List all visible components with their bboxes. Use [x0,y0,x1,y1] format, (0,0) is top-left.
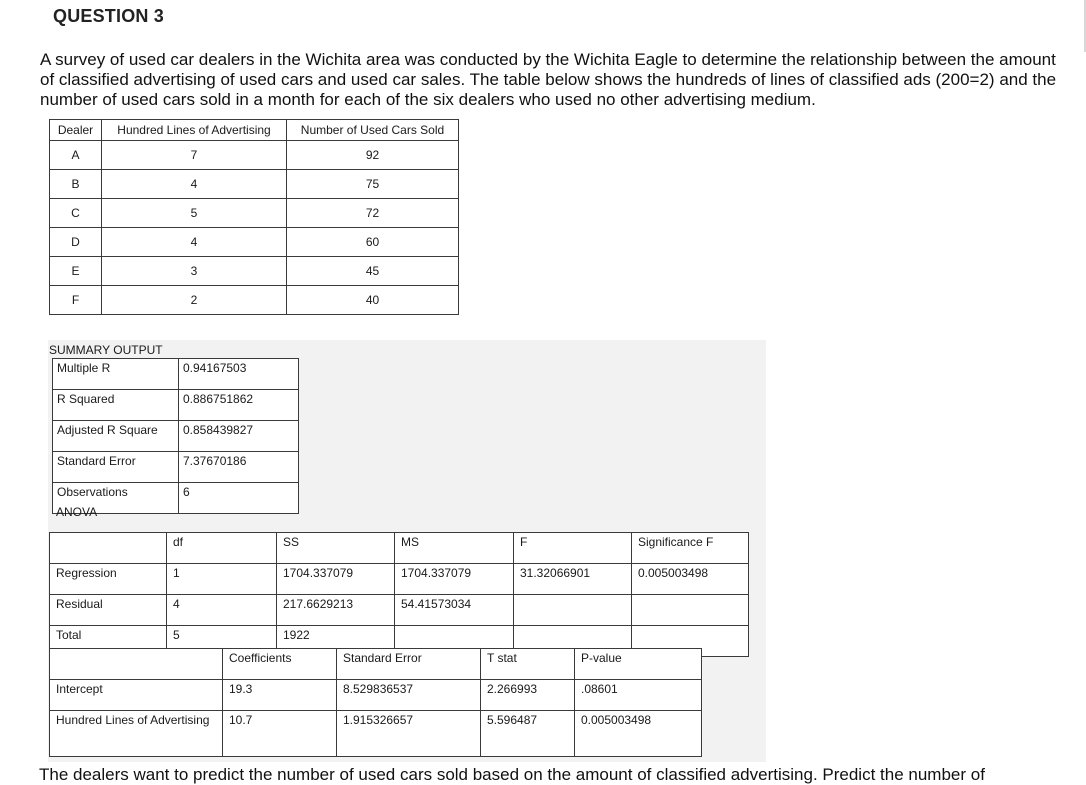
table-cell: 217.6629213 [277,595,395,626]
header-cell: Significance F [632,533,749,564]
stat-value: 0.886751862 [179,390,299,421]
table-cell: 10.7 [223,711,337,757]
table-header-row [50,533,749,564]
table-row [50,199,459,228]
table-header-row [50,649,702,680]
table-row [50,711,702,757]
table-row [53,359,299,390]
table-cell: A [50,141,102,170]
table-cell [514,595,632,626]
table-cell: 40 [287,286,459,315]
header-cell: Number of Used Cars Sold [287,120,459,141]
table-row [50,170,459,199]
table-row [50,286,459,315]
table-cell: 2.266993 [481,680,575,711]
regression-statistics-table [52,358,299,514]
table-row [50,564,749,595]
header-cell: SS [277,533,395,564]
header-cell: T stat [481,649,575,680]
table-cell: E [50,257,102,286]
table-cell: 5 [102,199,287,228]
header-cell: Coefficients [223,649,337,680]
table-cell: 60 [287,228,459,257]
table-cell: 1704.337079 [395,564,514,595]
question-intro: A survey of used car dealers in the Wichita area was conducted by the Wichita Eagle to determine the relationship between the amount of classified advertising of used cars and used car sales. The table below shows the hundreds of lines of classified ads (200=2) and the number of used cars sold in a month for each of the six dealers who used no other advertising medium. [40,50,1057,109]
table-cell: Intercept [50,680,223,711]
header-cell: df [167,533,277,564]
header-cell [50,649,223,680]
question-heading: QUESTION 3 [53,6,165,26]
stat-label: Standard Error [53,452,179,483]
stat-label: Observations [53,483,179,514]
anova-table [49,532,749,657]
stat-value: 7.37670186 [179,452,299,483]
table-cell: Residual [50,595,167,626]
summary-output-title: SUMMARY OUTPUT [49,343,163,357]
table-cell: 1922 [277,626,395,657]
table-cell: 0.005003498 [632,564,749,595]
table-cell: 75 [287,170,459,199]
table-cell: Hundred Lines of Advertising [50,711,223,757]
header-cell [50,533,167,564]
header-cell: P-value [575,649,702,680]
stat-value: 6 [179,483,299,514]
table-cell: 1704.337079 [277,564,395,595]
table-cell: 4 [102,170,287,199]
table-cell [632,595,749,626]
table-row [53,452,299,483]
table-row [50,141,459,170]
table-cell: 92 [287,141,459,170]
question-prompt: The dealers want to predict the number of used cars sold based on the amount of classified advertising. Predict the number of [39,765,985,784]
table-cell: 3 [102,257,287,286]
header-cell: Standard Error [337,649,481,680]
table-header-row [50,120,459,141]
table-row [50,257,459,286]
table-cell: F [50,286,102,315]
anova-title: ANOVA [56,505,98,519]
table-cell: Total [50,626,167,657]
table-row [53,390,299,421]
table-cell: 5 [167,626,277,657]
table-cell: 2 [102,286,287,315]
header-cell: Hundred Lines of Advertising [102,120,287,141]
table-cell: 19.3 [223,680,337,711]
table-cell: 72 [287,199,459,228]
table-cell: D [50,228,102,257]
table-cell: 1.915326657 [337,711,481,757]
header-cell: F [514,533,632,564]
table-cell: 54.41573034 [395,595,514,626]
table-row [50,228,459,257]
stat-label: R Squared [53,390,179,421]
table-row [53,421,299,452]
table-cell: Regression [50,564,167,595]
table-cell: 31.32066901 [514,564,632,595]
table-row [50,680,702,711]
table-cell: 0.005003498 [575,711,702,757]
table-cell: 4 [167,595,277,626]
stat-label: Multiple R [53,359,179,390]
table-cell: C [50,199,102,228]
table-cell: 5.596487 [481,711,575,757]
table-cell: 45 [287,257,459,286]
stat-label: Adjusted R Square [53,421,179,452]
header-cell: Dealer [50,120,102,141]
stat-value: 0.858439827 [179,421,299,452]
stat-value: 0.94167503 [179,359,299,390]
table-cell: 1 [167,564,277,595]
header-cell: MS [395,533,514,564]
table-cell: 4 [102,228,287,257]
table-row [50,595,749,626]
dealer-data-table [49,119,459,315]
table-cell: 8.529836537 [337,680,481,711]
table-cell: .08601 [575,680,702,711]
table-cell: B [50,170,102,199]
coefficients-table [49,648,702,757]
table-cell: 7 [102,141,287,170]
